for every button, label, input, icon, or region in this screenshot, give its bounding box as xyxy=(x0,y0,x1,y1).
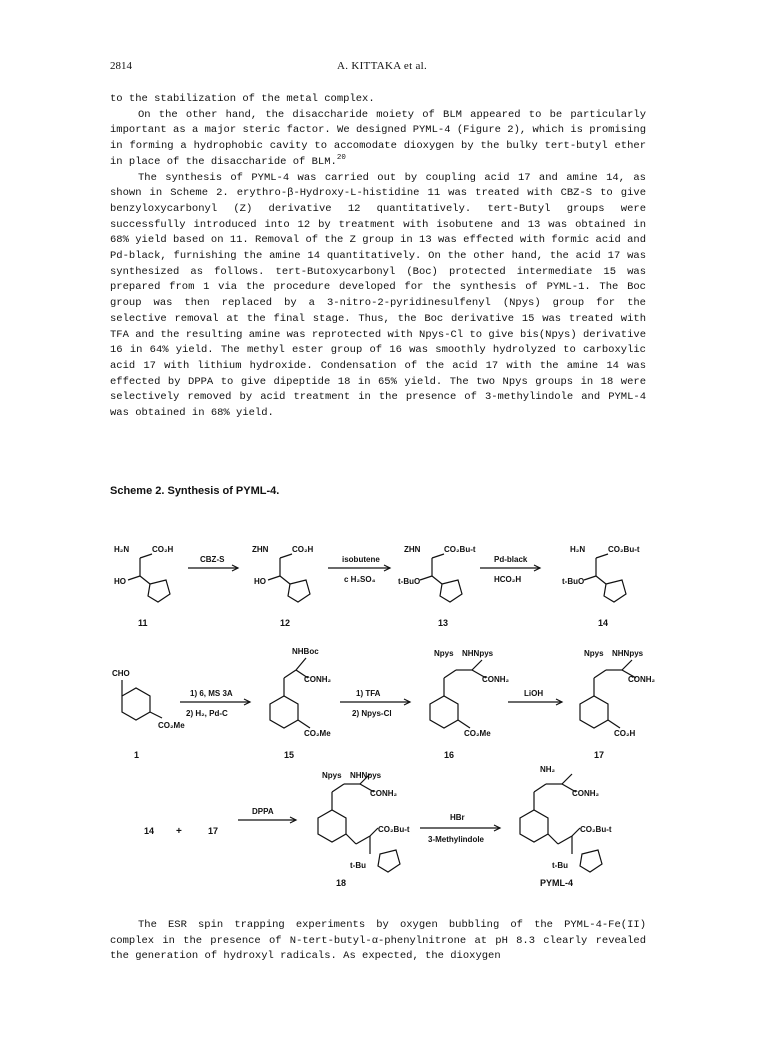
label-15: 15 xyxy=(284,750,295,760)
arrow-3-reagent-top: Pd-black xyxy=(494,555,528,564)
c13-ester: CO₂Bu-t xyxy=(444,545,476,554)
body-text-bottom xyxy=(110,918,646,965)
c12-acid: CO₂H xyxy=(292,545,314,554)
arrow-2-reagent-top: isobutene xyxy=(342,555,380,564)
pyml4-amide: CONH₂ xyxy=(572,789,600,798)
plus-sign: + xyxy=(176,826,182,837)
compound-12-structure xyxy=(268,554,310,602)
compound-1-structure xyxy=(122,680,162,720)
c14-tbuo: t-BuO xyxy=(562,577,585,586)
body-text-top xyxy=(110,92,646,422)
paragraph-4: The ESR spin trapping experiments by oxygen bubbling of the PYML-4-Fe(II) complex in the presence of N-tert-butyl-α-phenylnitrone at pH 8.3 clearly revealed the generation of hydroxyl radicals. As expected, the dioxygen xyxy=(110,919,646,963)
pyml4-ester: CO₂Bu-t xyxy=(580,825,612,834)
label-13: 13 xyxy=(438,618,449,628)
label-18: 18 xyxy=(336,878,347,888)
c15-nhboc: NHBoc xyxy=(292,647,319,656)
c15-ester: CO₂Me xyxy=(304,729,331,738)
c11-acid: CO₂H xyxy=(152,545,174,554)
c14-ester: CO₂Bu-t xyxy=(608,545,640,554)
arrow-7-reagent: DPPA xyxy=(252,807,274,816)
arrow-6-reagent: LiOH xyxy=(524,689,544,698)
label-14: 14 xyxy=(598,618,609,628)
arrow-5-reagent-top: 1) TFA xyxy=(356,689,381,698)
label-1: 1 xyxy=(134,750,140,760)
compound-17-structure xyxy=(580,660,636,728)
paragraph-2: On the other hand, the disaccharide moiety of BLM appeared to be particularly important as a major steric factor. We designed PYML-4 (Figure 2), which is promising in forming a hydrophobic cavity to accomodate dioxygen by the bulky tert-butyl ether in place of the disaccharide of BLM.$^{20}$ xyxy=(110,108,646,168)
pyml4-nh2: NH₂ xyxy=(540,765,556,774)
c17-acid: CO₂H xyxy=(614,729,636,738)
arrow-4-reagent-top: 1) 6, MS 3A xyxy=(190,689,233,698)
c16-amide: CONH₂ xyxy=(482,675,510,684)
arrow-5-reagent-bottom: 2) Npys-Cl xyxy=(352,709,392,718)
arrow-3-reagent-bottom: HCO₂H xyxy=(494,575,522,584)
c17-npys: Npys xyxy=(584,649,604,658)
label-17: 17 xyxy=(594,750,605,760)
label-16: 16 xyxy=(444,750,455,760)
compound-16-structure xyxy=(430,660,486,728)
c16-nhnpys: NHNpys xyxy=(462,649,494,658)
c16-npys: Npys xyxy=(434,649,454,658)
c11-nh2: H₂N xyxy=(114,545,130,554)
c16-ester: CO₂Me xyxy=(464,729,491,738)
c15-amide: CONH₂ xyxy=(304,675,332,684)
arrow-1-reagent: CBZ-S xyxy=(200,555,225,564)
compound-14-structure xyxy=(584,554,626,602)
c17-amide: CONH₂ xyxy=(628,675,656,684)
c13-tbuo: t-BuO xyxy=(398,577,421,586)
arrow-8-reagent-top: HBr xyxy=(450,813,465,822)
paragraph-1: to the stabilization of the metal complex. xyxy=(110,93,375,105)
scheme-2-diagram xyxy=(100,528,660,888)
label-11: 11 xyxy=(138,618,148,628)
c12-ho: HO xyxy=(254,577,266,586)
c13-zhn: ZHN xyxy=(404,545,421,554)
compound-11-structure xyxy=(128,554,170,602)
c1-cho: CHO xyxy=(112,669,130,678)
c14-nh2: H₂N xyxy=(570,545,586,554)
compound-13-structure xyxy=(420,554,462,602)
c18-ester: CO₂Bu-t xyxy=(378,825,410,834)
c18-tbu: t-Bu xyxy=(350,861,366,870)
reactant-17: 17 xyxy=(208,826,219,836)
c18-nhnpys: NHNpys xyxy=(350,771,382,780)
page-number: 2814 xyxy=(110,60,132,72)
reactant-14: 14 xyxy=(144,826,155,836)
scheme-title: Scheme 2. Synthesis of PYML-4. xyxy=(110,485,280,497)
arrow-8-reagent-bottom: 3-Methylindole xyxy=(428,835,485,844)
label-12: 12 xyxy=(280,618,291,628)
c11-ho: HO xyxy=(114,577,126,586)
arrow-2-reagent-bottom: c H₂SO₄ xyxy=(344,575,376,584)
pyml4-tbu: t-Bu xyxy=(552,861,568,870)
label-pyml4: PYML-4 xyxy=(540,878,574,888)
c12-zhn: ZHN xyxy=(252,545,269,554)
c17-nhnpys: NHNpys xyxy=(612,649,644,658)
c18-amide: CONH₂ xyxy=(370,789,398,798)
paragraph-3: The synthesis of PYML-4 was carried out by coupling acid 17 and amine 14, as shown in Scheme 2. erythro-β-Hydroxy-L-histidine 11 was treated with CBZ-S to give benzyloxycarbonyl (Z) derivative 12 quantitatively. tert-Butyl groups were successfully introduced into 12 by treatment with isobutene and 13 was obtained in 68% yield based on 11. Removal of the Z group in 13 was effected with formic acid and Pd-black, furnishing the amine 14 quantitatively. On the other hand, the acid 17 was synthesized as follows. tert-Butoxycarbonyl (Boc) protected intermediate 15 was prepared from 1 via the procedure developed for the synthesis of PYML-1. The Boc group was then replaced by a 3-nitro-2-pyridinesulfenyl (Npys) group for the selective removal at the final stage. Thus, the Boc derivative 15 was treated with TFA and the resulting amine was reprotected with Npys-Cl to give bis(Npys) derivative 16 in 64% yield. The methyl ester group of 16 was smoothly hydrolyzed to carboxylic acid 17 with lithium hydroxide. Condensation of the acid 17 with the amine 14 was effected by DPPA to give dipeptide 18 in 65% yield. The two Npys groups in 18 were selectively removed by acid treatment in the presence of 3-methylindole and PYML-4 was obtained in 68% yield. xyxy=(110,171,646,420)
compound-15-structure xyxy=(270,658,310,728)
arrow-4-reagent-bottom: 2) H₂, Pd-C xyxy=(186,709,228,718)
c1-ester: CO₂Me xyxy=(158,721,185,730)
running-header-authors: A. KITTAKA et al. xyxy=(337,60,428,72)
c18-npys: Npys xyxy=(322,771,342,780)
